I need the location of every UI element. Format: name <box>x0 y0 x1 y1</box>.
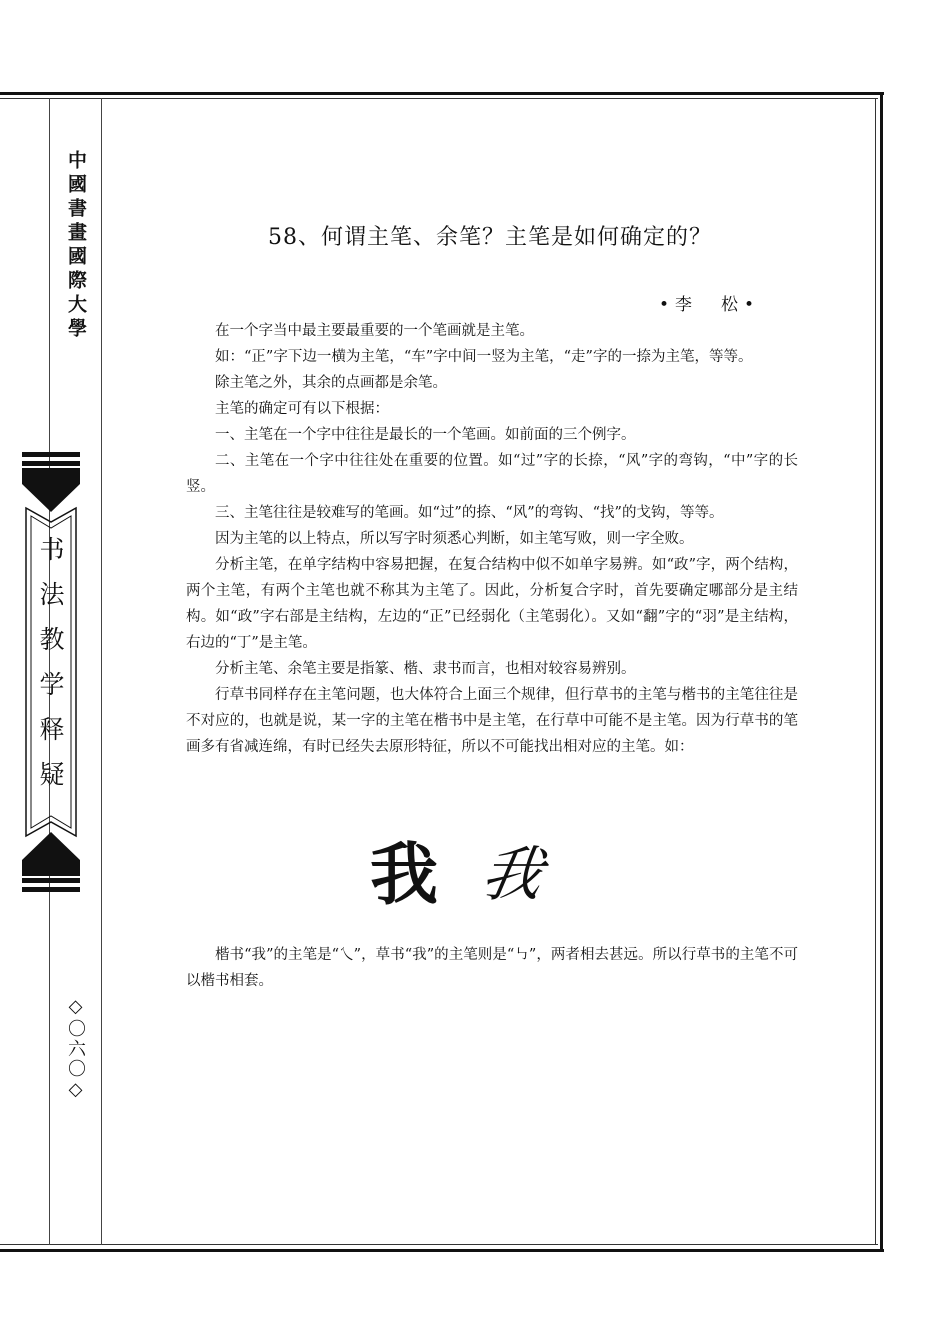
caption-paragraph: 楷书“我”的主笔是“乀”，草书“我”的主笔则是“㇉”，两者相去甚远。所以行草书的主笔不可以楷书相套。 <box>186 947 798 989</box>
paragraph: 在一个字当中最主要最重要的一个笔画就是主笔。 <box>215 323 534 339</box>
cursive-script-character: 我 <box>475 840 549 910</box>
banner-bottom-bar <box>22 878 80 883</box>
book-title-banner <box>22 452 80 892</box>
book-title: 书法教学释疑 <box>36 536 65 806</box>
paragraph: 因为主笔的以上特点，所以写字时须悉心判断，如主笔写败，则一字全败。 <box>215 531 694 547</box>
banner-bottom-bar-2 <box>22 887 80 892</box>
figure-caption <box>186 942 798 994</box>
paragraph: 除主笔之外，其余的点画都是余笔。 <box>215 375 447 391</box>
frame-bottom-inner-rule <box>0 1244 878 1245</box>
paragraph: 主笔的确定可有以下根据： <box>215 401 389 417</box>
paragraph: 一、主笔在一个字中往往是最长的一个笔画。如前面的三个例字。 <box>215 427 636 443</box>
paragraph: 三、主笔往往是较难写的笔画。如“过”的捺、“风”的弯钩、“找”的戈钩，等等。 <box>215 505 724 521</box>
page-number: ◇〇六〇◇ <box>65 996 86 1102</box>
paragraph: 如：“正”字下边一横为主笔，“车”字中间一竖为主笔，“走”字的一捺为主笔，等等。 <box>215 349 753 365</box>
paragraph: 分析主笔，在单字结构中容易把握，在复合结构中似不如单字易辨。如“政”字，两个结构，两个主笔，有两个主笔也就不称其为主笔了。因此，分析复合字时，首先要确定哪部分是主结构。如“政”字右部是主结构，左边的“正”已经弱化（主笔弱化）。又如“翻”字的“羽”是主结构，右边的“丁”是主笔。 <box>186 557 798 651</box>
banner-top-bar-2 <box>22 461 80 466</box>
article-body <box>186 318 798 760</box>
regular-script-character: 我 <box>370 835 439 915</box>
sidebar-right-rule <box>101 98 102 1245</box>
frame-bottom-rule <box>0 1249 884 1252</box>
calligraphy-figure <box>370 830 570 920</box>
paragraph: 二、主笔在一个字中往往处在重要的位置。如“过”字的长捺，“风”字的弯钩，“中”字的长竖。 <box>186 453 798 495</box>
banner-top-bar <box>22 452 80 457</box>
frame-right-inner-rule <box>875 98 876 1245</box>
paragraph: 分析主笔、余笔主要是指篆、楷、隶书而言，也相对较容易辨别。 <box>215 661 636 677</box>
frame-right-rule <box>880 92 883 1252</box>
article-title: 58、何谓主笔、余笔？主笔是如何确定的？ <box>268 225 712 250</box>
author-byline: •李 松• <box>658 295 760 315</box>
frame-top-rule <box>0 92 884 95</box>
paragraph: 行草书同样存在主笔问题，也大体符合上面三个规律，但行草书的主笔与楷书的主笔往往是不对应的，也就是说，某一字的主笔在楷书中是主笔，在行草中可能不是主笔。因为行草书的笔画多有省减连绵，有时已经失去原形特征，所以不可能找出相对应的主笔。如： <box>186 687 798 755</box>
frame-top-inner-rule <box>0 98 878 99</box>
series-title: 中國書畫國際大學 <box>65 150 87 342</box>
